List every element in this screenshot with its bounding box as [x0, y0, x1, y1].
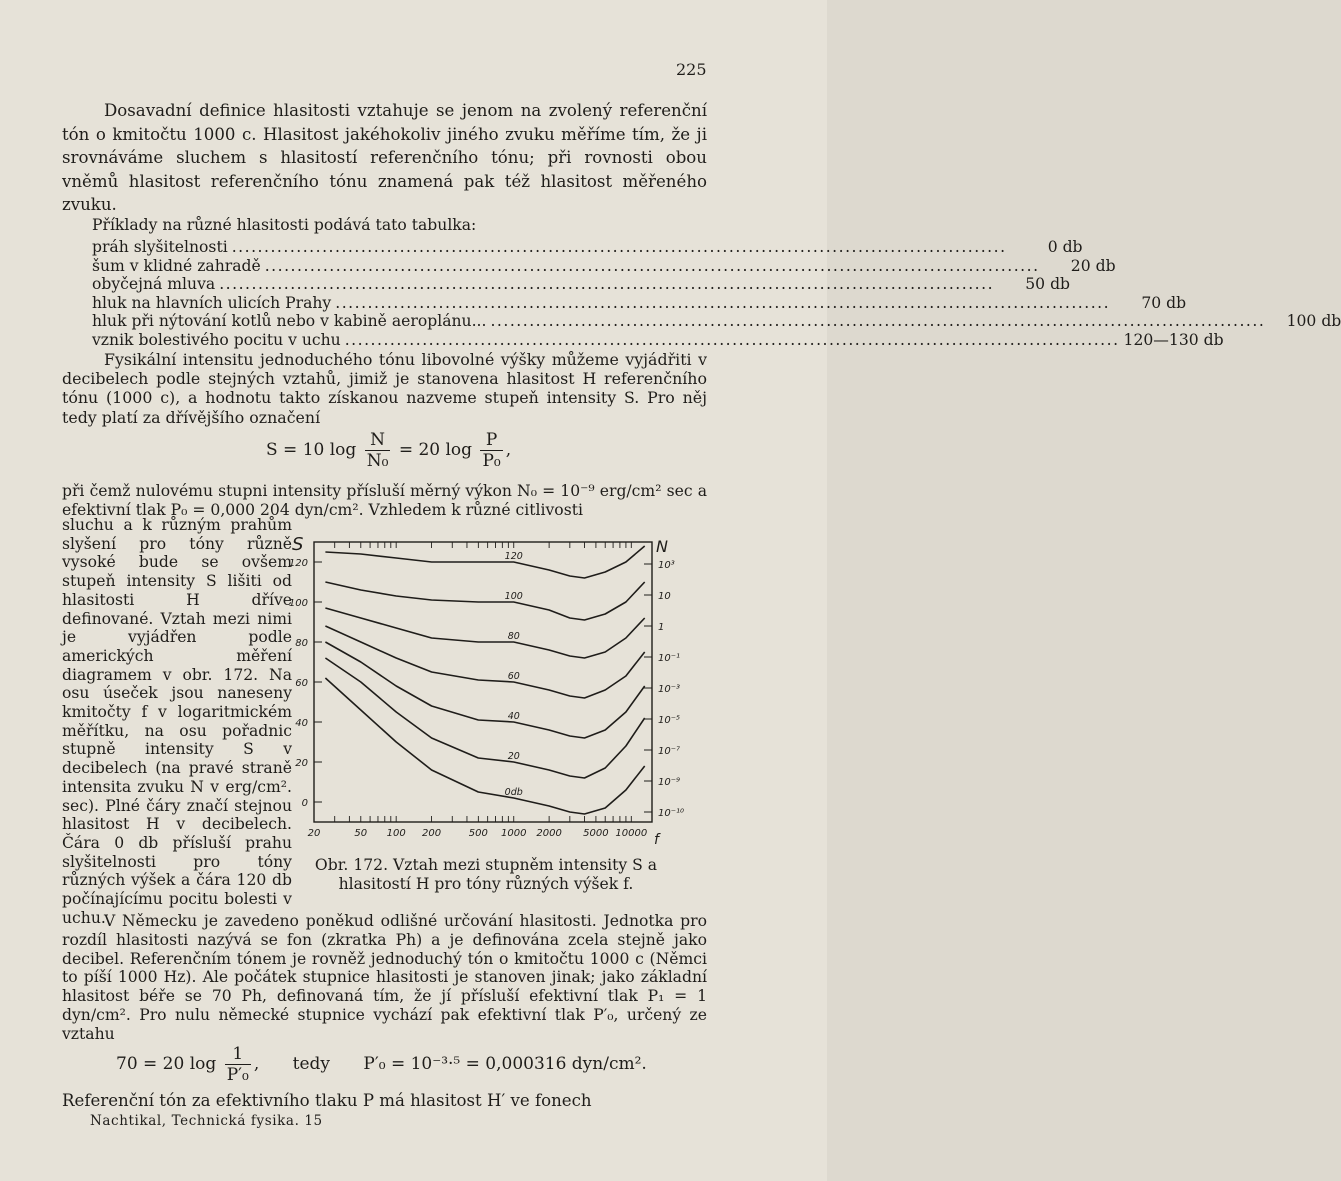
- paragraph-phon: V Německu je zavedeno poněkud odlišné určování hlasitosti. Jednotka pro rozdíl hlasitosti nazývá se fon (zkratka Ph) a je definována zcela stejně jako decibel. Referenčním tónem je rovněž jednoduchý tón o kmitočtu 1000 c (Němci to píší 1000 Hz). Ale počátek stupnice hlasitosti je stanoven jinak; jako základní hlasitost béře se 70 Ph, definovaná tím, že jí přísluší efektivní tlak P₁ = 1 dyn/cm². Pro nulu německé stupnice vychází pak efektivní tlak P′₀, určený ze vztahu: [62, 912, 707, 1043]
- row-value: 0 db: [1047, 238, 1083, 256]
- x-tick-label: 200: [422, 828, 442, 839]
- page-number: 225: [676, 60, 707, 79]
- x-tick-label: 1000: [501, 828, 527, 839]
- y2-axis-label: N: [656, 537, 668, 556]
- row-value: 120—130 db: [1123, 330, 1224, 349]
- curve-label: 40: [507, 711, 520, 722]
- formula2-lhs: 70 = 20 log: [116, 1054, 217, 1074]
- leader-dots: ........................................................................................................................: [231, 238, 1007, 256]
- y2-tick-label: 10⁻¹: [658, 653, 681, 664]
- figure-caption: Obr. 172. Vztah mezi stupněm intensity S a hlasitostí H pro tóny různých výšek f.: [314, 856, 658, 893]
- formula-lhs: S = 10 log: [266, 440, 357, 460]
- table-row: [92, 275, 1071, 294]
- row-value: 100 db: [1286, 312, 1341, 331]
- row-label: obyčejná mluva: [92, 275, 216, 294]
- curve-label: 100: [504, 591, 523, 602]
- paragraph-zero-level: při čemž nulovému stupni intensity přísluší měrný výkon N₀ = 10⁻⁹ erg/cm² sec a efektivní tlak P₀ = 0,000 204 dyn/cm². Vzhledem k různé citlivosti: [62, 482, 707, 519]
- fraction-p0: [225, 1044, 251, 1085]
- row-label: hluk na hlavních ulicích Prahy: [92, 293, 332, 312]
- y2-tick-label: 10: [658, 591, 671, 602]
- fraction-p: [480, 430, 502, 471]
- leader-dots: ........................................................................................................................: [219, 275, 995, 294]
- plot-frame: [314, 542, 652, 822]
- paragraph-definition: Dosavadní definice hlasitosti vztahuje se jenom na zvolený referenční tón o kmitočtu 1000 c. Hlasitost jakéhokoliv jiného zvuku měříme tím, že ji srovnáváme sluchem s hlasitostí referenčního tónu; při rovnosti obou vněmů hlasitost referenčního tónu znamená pak též hlasitost měřeného zvuku.: [62, 101, 707, 214]
- curve-label: 60: [507, 671, 520, 682]
- fraction-n: [365, 430, 391, 471]
- curve-60: [325, 626, 644, 698]
- x-axis-label: f: [654, 832, 659, 848]
- curve-120: [325, 546, 644, 578]
- curve-label: 0db: [504, 787, 523, 798]
- fraction-den: P₀: [482, 451, 501, 471]
- curve-80: [325, 608, 644, 658]
- paragraph-intensity: Fysikální intensitu jednoduchého tónu libovolné výšky můžeme vyjádřiti v decibelech podle stejných vztahů, jimiž je stanovena hlasitost H referenčního tónu (1000 c), a hodnotu takto získanou nazveme stupeň intensity S. Pro něj tedy platí za dřívějšího označení: [62, 350, 707, 427]
- row-label: hluk při nýtování kotlů nebo v kabině aeroplánu...: [92, 312, 487, 331]
- loudness-table: [92, 238, 1341, 350]
- curve-label: 80: [507, 631, 520, 642]
- figure-172-chart: [290, 532, 690, 854]
- fraction-num: P: [480, 430, 502, 451]
- y-tick-label: 80: [295, 638, 308, 649]
- formula2-comma: ,: [253, 1054, 260, 1074]
- x-tick-label: 500: [468, 828, 488, 839]
- row-label: šum v klidné zahradě: [92, 256, 261, 275]
- formula2-tedy: tedy: [292, 1054, 331, 1074]
- row-value: 20 db: [1070, 256, 1116, 275]
- formula-intensity: [266, 430, 511, 471]
- curve-0db: [325, 678, 644, 814]
- x-tick-label: 5000: [583, 828, 609, 839]
- leader-dots: ........................................................................................................................: [344, 330, 1120, 349]
- y-tick-label: 100: [288, 598, 308, 609]
- fraction-den: P′₀: [226, 1065, 249, 1085]
- y-tick-label: 20: [295, 758, 308, 769]
- formula-phon: [116, 1044, 647, 1085]
- x-tick-label: 10000: [615, 828, 648, 839]
- y2-tick-label: 10⁻⁵: [658, 715, 681, 726]
- row-label: vznik bolestivého pocitu v uchu: [92, 330, 341, 349]
- y2-tick-label: 10³: [658, 560, 675, 571]
- y2-tick-label: 1: [658, 622, 665, 633]
- y-tick-label: 0: [301, 798, 308, 809]
- page-footer: Nachtikal, Technická fysika. 15: [90, 1113, 323, 1129]
- x-tick-label: 20: [307, 828, 321, 839]
- y2-tick-label: 10⁻⁹: [658, 777, 681, 788]
- formula-end: ,: [505, 440, 512, 460]
- leader-dots: ........................................................................................................................: [490, 312, 1266, 331]
- paragraph-wrap: sluchu a k různým prahům slyšení pro tóny různě vysoké bude se ovšem stupeň intensity S lišiti od hlasitosti H dříve definované. Vztah mezi nimi je vyjádřen podle amerických měření diagramem v obr. 172. Na osu úseček jsou naneseny kmitočty f v logaritmickém měřítku, na osu pořadnic stupně intensity S v decibelech (na pravé straně intensita zvuku N v erg/cm². sec). Plné čáry značí stejnou hlasitost H v decibelech. Čára 0 db přísluší prahu slyšitelnosti pro tóny různých výšek a čára 120 db počínajícímu pocitu bolesti v uchu.: [62, 516, 292, 927]
- y-tick-label: 40: [295, 718, 308, 729]
- formula-mid: = 20 log: [398, 440, 473, 460]
- curve-100: [325, 582, 644, 620]
- curve-40: [325, 642, 644, 738]
- row-value: 50 db: [1025, 275, 1071, 294]
- row-value: 70 db: [1141, 293, 1187, 312]
- table-row: [92, 256, 1116, 276]
- row-label: práh slyšitelnosti: [92, 238, 228, 256]
- formula2-rhs: P′₀ = 10⁻³·⁵ = 0,000316 dyn/cm².: [363, 1054, 647, 1074]
- x-tick-label: 2000: [536, 828, 562, 839]
- fraction-den: N₀: [366, 451, 389, 471]
- leader-dots: ........................................................................................................................: [335, 293, 1111, 312]
- leader-dots: ........................................................................................................................: [264, 256, 1040, 275]
- y2-tick-label: 10⁻³: [658, 684, 681, 695]
- y-axis-label: S: [292, 534, 304, 555]
- paragraph-reference: Referenční tón za efektivního tlaku P má hlasitost H′ ve fonech: [62, 1091, 592, 1110]
- table-row: [92, 330, 1224, 350]
- table-intro: Příklady na různé hlasitosti podává tato tabulka:: [92, 216, 477, 234]
- table-row: [92, 293, 1187, 313]
- y-tick-label: 120: [288, 558, 308, 569]
- curve-label: 120: [504, 551, 523, 562]
- y2-tick-label: 10⁻⁷: [658, 746, 681, 757]
- fraction-num: N: [365, 430, 391, 451]
- y2-tick-label: 10⁻¹⁰: [658, 808, 685, 819]
- table-row: [92, 312, 1341, 331]
- x-tick-label: 50: [354, 828, 368, 839]
- y-tick-label: 60: [295, 678, 308, 689]
- curve-label: 20: [507, 751, 520, 762]
- fraction-num: 1: [225, 1044, 251, 1065]
- curve-20: [325, 658, 644, 778]
- x-tick-label: 100: [386, 828, 406, 839]
- table-row: [92, 238, 1083, 257]
